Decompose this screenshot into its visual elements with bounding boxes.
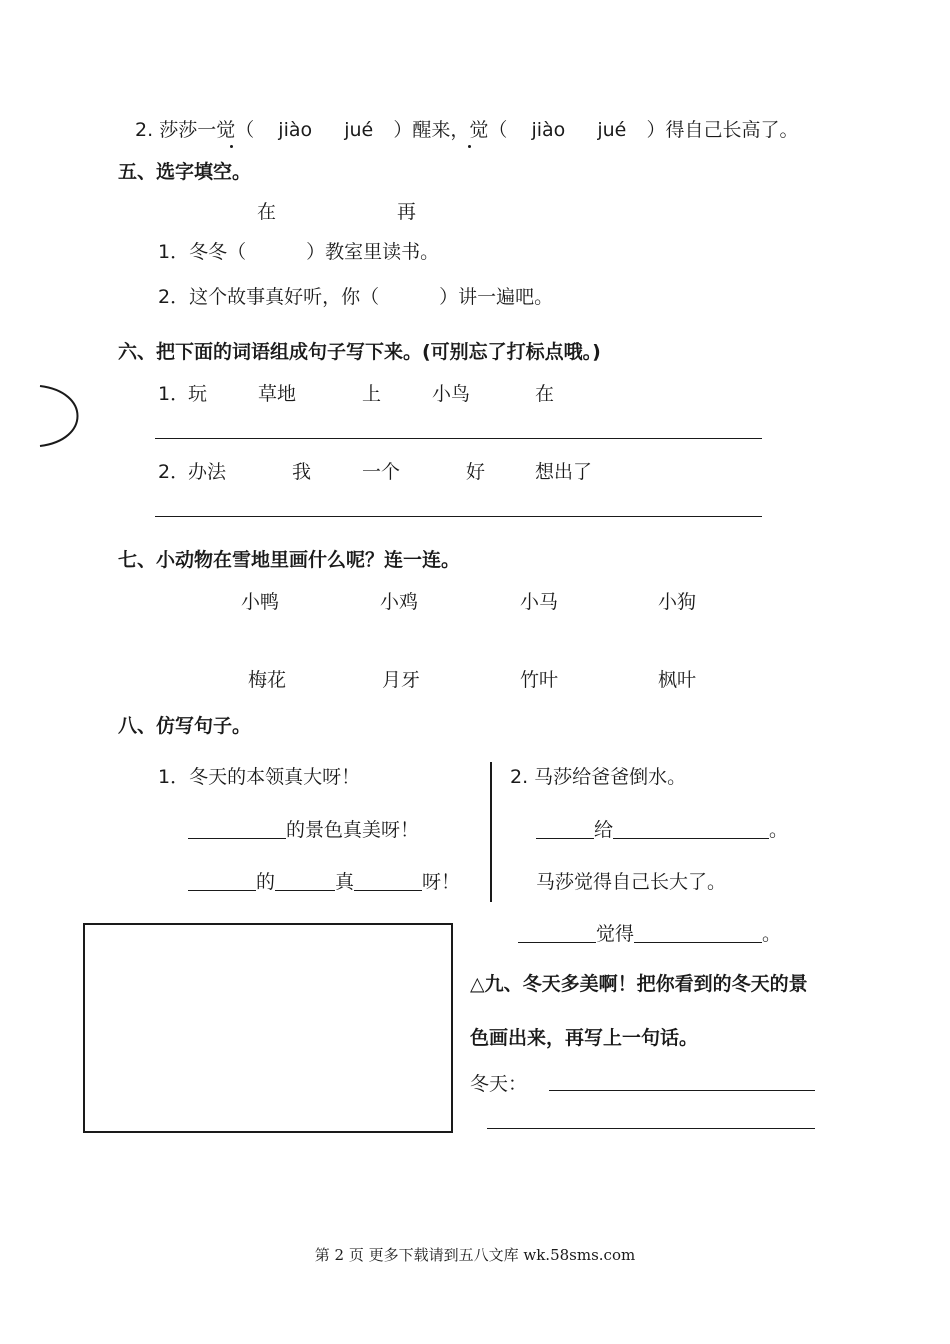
q8-2-sentence2: 马莎觉得自己长大了。 — [536, 871, 727, 893]
drawing-box[interactable] — [83, 923, 453, 1133]
winter-label: 冬天： — [470, 1073, 528, 1095]
q5-1-after: ）教室里读书。 — [306, 241, 440, 263]
q4-2-line — [135, 118, 798, 142]
q5-2-line — [158, 285, 553, 309]
q8-1-zhen: 真 — [335, 871, 355, 893]
q8-2-line2 — [536, 818, 788, 842]
section9-title-line1: △九、冬天多美啊！把你看到的冬天的景 — [470, 973, 808, 995]
winter-answer-line-1[interactable] — [549, 1090, 815, 1091]
q6-1-answer-line[interactable] — [155, 438, 762, 439]
q8-2-blank-c[interactable] — [518, 922, 596, 943]
q4-2-pinyin-1b: jué — [344, 119, 374, 141]
q6-1-word: 小鸟 — [432, 383, 471, 405]
q5-2-after: ）讲一遍吧。 — [439, 286, 554, 308]
q4-2-pinyin-2b: jué — [597, 119, 627, 141]
q4-2-pinyin-2a: jiào — [531, 119, 566, 141]
binding-arc-mark — [30, 382, 90, 452]
winter-answer-line-2[interactable] — [487, 1128, 815, 1129]
q8-1-line2 — [188, 818, 419, 842]
section8-title: 八、仿写句子。 — [118, 715, 252, 737]
drawing-plum-blossom[interactable]: 梅花 — [248, 669, 287, 691]
q8-2-example: 2. 马莎给爸爸倒水。 — [510, 766, 687, 788]
q4-2-text-part1: 莎莎一觉（ — [159, 119, 255, 141]
q8-1-blank-c[interactable] — [275, 870, 335, 891]
q8-1-ya: 呀！ — [422, 871, 461, 893]
emphasis-dot — [230, 145, 233, 148]
q5-2-before: 这个故事真好听，你（ — [189, 286, 380, 308]
q6-1-word: 上 — [362, 383, 382, 405]
drawing-crescent-moon[interactable]: 月牙 — [382, 669, 421, 691]
q8-2-blank-a[interactable] — [536, 818, 594, 839]
q6-2-word: 我 — [292, 461, 312, 483]
section7-title: 七、小动物在雪地里画什么呢？连一连。 — [118, 549, 461, 571]
q8-2-blank-b[interactable] — [613, 818, 769, 839]
q5-1-line — [158, 240, 439, 264]
drawing-bamboo-leaf[interactable]: 竹叶 — [520, 669, 559, 691]
q8-2-period2: 。 — [762, 923, 782, 945]
q8-2-period1: 。 — [769, 819, 789, 841]
section9-title-line2: 色画出来，再写上一句话。 — [470, 1027, 699, 1049]
q4-2-text-part2: ）醒来，觉（ — [393, 119, 508, 141]
choice-zai: 在 — [257, 201, 277, 223]
q6-2-answer-line[interactable] — [155, 516, 762, 517]
q4-2-pinyin-1a: jiào — [278, 119, 313, 141]
q6-1-word: 在 — [535, 383, 555, 405]
q8-1-blank-d[interactable] — [354, 870, 422, 891]
q8-2-line4 — [518, 922, 781, 946]
q6-2-word: 办法 — [188, 461, 227, 483]
q6-2-number: 2． — [158, 461, 190, 483]
q8-2-blank-d[interactable] — [634, 922, 762, 943]
q8-1-example: 1．冬天的本领真大呀！ — [158, 766, 361, 788]
q6-2-word: 想出了 — [535, 461, 593, 483]
q6-1-number: 1． — [158, 383, 190, 405]
q8-1-de: 的 — [256, 871, 276, 893]
section5-title: 五、选字填空。 — [118, 161, 252, 183]
q8-2-juede: 觉得 — [596, 923, 635, 945]
q6-1-word: 玩 — [188, 383, 208, 405]
q8-2-gei: 给 — [594, 819, 614, 841]
choice-zai2: 再 — [397, 201, 417, 223]
q4-2-text-part3: ）得自己长高了。 — [646, 119, 799, 141]
animal-duck[interactable]: 小鸭 — [241, 591, 280, 613]
animal-dog[interactable]: 小狗 — [658, 591, 697, 613]
drawing-maple-leaf[interactable]: 枫叶 — [658, 669, 697, 691]
animal-chick[interactable]: 小鸡 — [380, 591, 419, 613]
animal-horse[interactable]: 小马 — [520, 591, 559, 613]
q5-2-number: 2． — [158, 286, 190, 308]
q8-1-line2-text: 的景色真美呀！ — [286, 819, 420, 841]
column-divider — [490, 762, 492, 902]
q8-1-line3 — [188, 870, 460, 894]
q6-2-word: 一个 — [362, 461, 401, 483]
q6-1-word: 草地 — [258, 383, 297, 405]
q8-1-blank-a[interactable] — [188, 818, 286, 839]
emphasis-dot — [468, 145, 471, 148]
q5-1-before: 冬冬（ — [189, 241, 247, 263]
q8-1-blank-b[interactable] — [188, 870, 256, 891]
q6-2-word: 好 — [466, 461, 486, 483]
section6-title: 六、把下面的词语组成句子写下来。(可别忘了打标点哦。) — [118, 341, 601, 363]
page-footer: 第 2 页 更多下载请到五八文库 wk.58sms.com — [314, 1246, 636, 1264]
q5-1-number: 1． — [158, 241, 190, 263]
q4-2-number: 2. — [135, 119, 154, 141]
